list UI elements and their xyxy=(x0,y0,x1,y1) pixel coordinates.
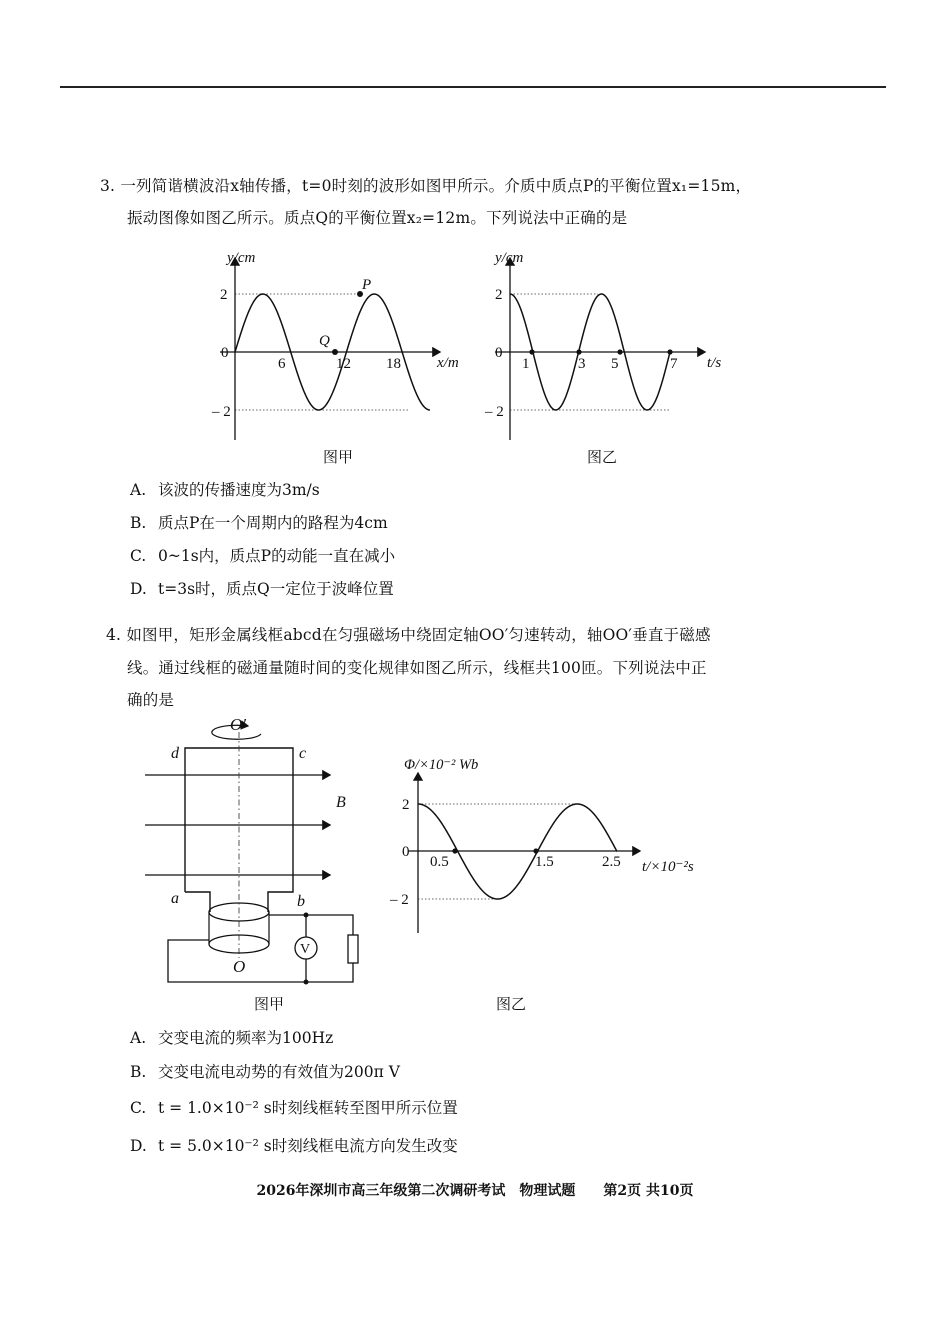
y-tick-0: 0 xyxy=(495,345,503,361)
point-p-label: P xyxy=(362,277,372,293)
option-key: B. xyxy=(130,514,147,532)
junction-dot-top xyxy=(304,913,309,918)
q3-figure-a-caption: 图甲 xyxy=(323,448,354,466)
x-tick-12: 12 xyxy=(336,356,351,372)
option-text: 交变电流电动势的有效值为200π V xyxy=(158,1063,400,1081)
x-tick-1: 1 xyxy=(522,356,530,372)
q3-stem-line-2: 振动图像如图乙所示。质点Q的平衡位置x₂=12m。下列说法中正确的是 xyxy=(127,209,628,227)
q3-option-d[interactable] xyxy=(130,577,394,599)
header-rule xyxy=(60,86,886,88)
q3-wave-graph xyxy=(212,240,475,450)
x-tick-18: 18 xyxy=(386,356,401,372)
page-footer: 2026年深圳市高三年级第二次调研考试 物理试题 第2页 共10页 xyxy=(256,1183,694,1199)
x-axis-label: t/s xyxy=(707,355,722,371)
zero-point-0-5 xyxy=(452,848,457,853)
q4-option-d[interactable] xyxy=(130,1134,458,1156)
axis-bottom-label: O xyxy=(233,957,246,976)
y-axis-label: y/cm xyxy=(227,250,256,266)
q3-figure-b-caption: 图乙 xyxy=(587,448,618,466)
q3-option-b[interactable] xyxy=(130,511,388,533)
zero-point-5 xyxy=(617,349,622,354)
option-text: 0~1s内，质点P的动能一直在减小 xyxy=(158,547,396,565)
option-key: C. xyxy=(130,1099,147,1117)
option-text: 质点P在一个周期内的路程为4cm xyxy=(158,514,388,532)
y-tick-neg2: – 2 xyxy=(485,404,504,420)
x-tick-0-5: 0.5 xyxy=(430,854,449,870)
field-b-label: B xyxy=(336,794,346,811)
corner-b-label: b xyxy=(297,893,305,910)
x-tick-2-5: 2.5 xyxy=(602,854,621,870)
x-axis-label: x/m xyxy=(437,355,459,371)
corner-d-label: d xyxy=(171,745,179,762)
y-tick-2: 2 xyxy=(495,287,503,303)
zero-point-3 xyxy=(576,349,581,354)
x-tick-5: 5 xyxy=(611,356,619,372)
q4-generator-diagram xyxy=(140,710,380,990)
option-key: B. xyxy=(130,1063,147,1081)
option-key: A. xyxy=(130,481,147,499)
option-text: t = 1.0×10⁻² s时刻线框转至图甲所示位置 xyxy=(158,1099,458,1117)
option-key: A. xyxy=(130,1029,147,1047)
x-tick-3: 3 xyxy=(578,356,586,372)
option-key: C. xyxy=(130,547,147,565)
y-axis-label: y/cm xyxy=(495,250,524,266)
zero-point-7 xyxy=(667,349,672,354)
q4-option-b[interactable] xyxy=(130,1060,400,1082)
y-tick-0: 0 xyxy=(402,844,410,860)
q4-stem-line-1: 4. 如图甲，矩形金属线框abcd在匀强磁场中绕固定轴OO′匀速转动，轴OO′垂直于磁感 xyxy=(106,626,711,644)
q4-stem-line-2: 线。通过线框的磁通量随时间的变化规律如图乙所示，线框共100匝。下列说法中正 xyxy=(127,659,707,677)
option-text: t = 5.0×10⁻² s时刻线框电流方向发生改变 xyxy=(158,1137,458,1155)
y-tick-2: 2 xyxy=(402,797,410,813)
x-tick-1-5: 1.5 xyxy=(535,854,554,870)
y-tick-neg2: – 2 xyxy=(212,404,231,420)
q4-figure-a-caption: 图甲 xyxy=(254,995,285,1013)
q4-figure-b-caption: 图乙 xyxy=(496,995,527,1013)
q4-option-a[interactable] xyxy=(130,1026,333,1048)
y-tick-0: 0 xyxy=(221,345,229,361)
x-tick-6: 6 xyxy=(278,356,286,372)
x-tick-7: 7 xyxy=(670,356,678,372)
q3-vibration-graph xyxy=(483,240,733,450)
option-text: 交变电流的频率为100Hz xyxy=(158,1029,334,1047)
option-text: 该波的传播速度为3m/s xyxy=(158,481,320,499)
x-axis-label: t/×10⁻²s xyxy=(642,859,694,875)
axis-top-label: O′ xyxy=(230,715,246,734)
q3-option-c[interactable] xyxy=(130,544,395,566)
zero-point-1-5 xyxy=(533,848,538,853)
voltmeter-label: V xyxy=(300,942,311,957)
resistor-icon xyxy=(348,935,358,963)
corner-c-label: c xyxy=(299,745,307,762)
option-key: D. xyxy=(130,1137,147,1155)
point-q-marker xyxy=(332,349,338,355)
external-circuit xyxy=(168,915,353,982)
q3-option-a[interactable] xyxy=(130,478,320,500)
corner-a-label: a xyxy=(171,890,179,907)
point-q-label: Q xyxy=(319,333,330,349)
q4-flux-graph xyxy=(390,745,720,940)
q3-stem-line-1: 3. 一列简谐横波沿x轴传播，t=0时刻的波形如图甲所示。介质中质点P的平衡位置x₁=15m， xyxy=(100,177,752,195)
q4-stem-line-3: 确的是 xyxy=(127,691,175,709)
junction-dot-bottom xyxy=(304,980,309,985)
q4-option-c[interactable] xyxy=(130,1096,458,1118)
option-key: D. xyxy=(130,580,147,598)
option-text: t=3s时，质点Q一定位于波峰位置 xyxy=(158,580,394,598)
y-tick-2: 2 xyxy=(220,287,228,303)
y-tick-neg2: – 2 xyxy=(390,892,409,908)
y-axis-label: Φ/×10⁻² Wb xyxy=(404,757,479,773)
zero-point-1 xyxy=(529,349,534,354)
